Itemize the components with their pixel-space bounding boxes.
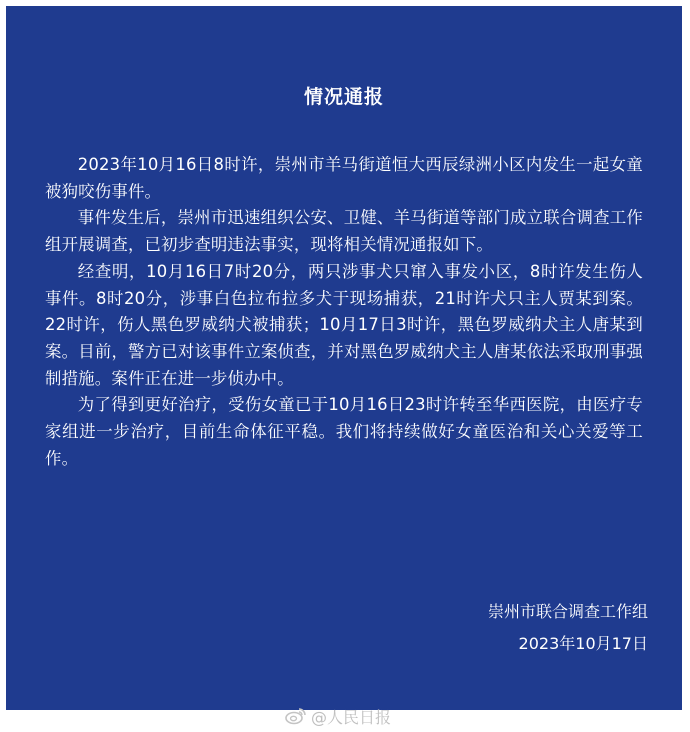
weibo-icon (285, 707, 307, 725)
notice-body (45, 152, 643, 472)
watermark-text: @人民日报 (311, 707, 392, 727)
watermark (285, 704, 391, 728)
paragraph-findings: 经查明，10月16日7时20分，两只涉事犬只窜入事发小区，8时许发生伤人事件。8时20分，涉事白色拉布拉多犬于现场捕获，21时许犬只主人贾某到案。22时许，伤人黑色罗威纳犬被捕获；10月17日3时许，黑色罗威纳犬主人唐某到案。目前，警方已对该事件立案侦查，并对黑色罗威纳犬主人唐某依法采取刑事强制措施。案件正在进一步侦办中。 (45, 261, 643, 388)
signature-date: 2023年10月17日 (518, 634, 648, 653)
notice-panel (6, 6, 682, 710)
paragraph-incident: 2023年10月16日8时许，崇州市羊马街道恒大西辰绿洲小区内发生一起女童被狗咬伤事件。 (45, 155, 643, 201)
paragraph-treatment: 为了得到更好治疗，受伤女童已于10月16日23时许转至华西医院，由医疗专家组进一步治疗，目前生命体征平稳。我们将持续做好女童医治和关心关爱等工作。 (45, 395, 643, 468)
notice-title: 情况通报 (303, 86, 384, 108)
paragraph-response: 事件发生后，崇州市迅速组织公安、卫健、羊马街道等部门成立联合调查工作组开展调查，已初步查明违法事实，现将相关情况通报如下。 (45, 208, 643, 255)
signature-block (488, 596, 648, 660)
signature-org: 崇州市联合调查工作组 (487, 602, 648, 621)
